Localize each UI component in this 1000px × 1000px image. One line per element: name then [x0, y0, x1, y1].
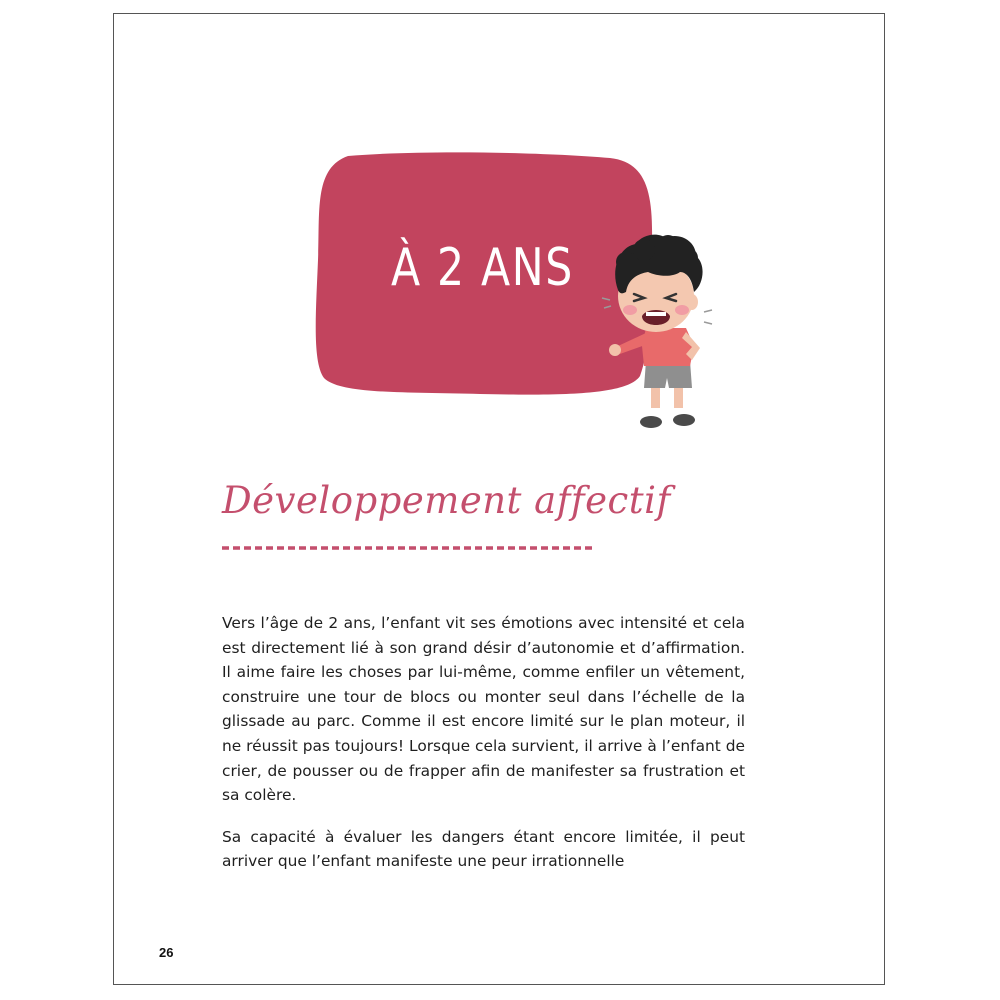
body-paragraph-2: Sa capacité à évaluer les dangers étant encore limitée, il peut arriver que l’enfant manifeste une peur irrationnelle	[222, 827, 745, 871]
page-number: 26	[159, 945, 174, 960]
crying-child-illustration	[596, 228, 726, 438]
chapter-title: À 2 ANS	[390, 238, 575, 298]
section-title: Développement affectif	[222, 479, 671, 522]
section-divider	[222, 545, 596, 551]
body-paragraph-1: Vers l’âge de 2 ans, l’enfant vit ses émotions avec intensité et cela est directement lié à son grand désir d’autonomie et d’affirmation. Il aime faire les choses par lui-même, comme enfiler un vêtement, construire une tour de blocs ou monter seul dans l’échelle de la glissade au parc. Comme il est encore limité sur le plan moteur, il ne réussit pas toujours! Lorsque cela survient, il arrive à l’enfant de crier, de pousser ou de frapper afin de manifester sa frustration et sa colère.	[222, 614, 745, 805]
body-text	[222, 611, 745, 891]
